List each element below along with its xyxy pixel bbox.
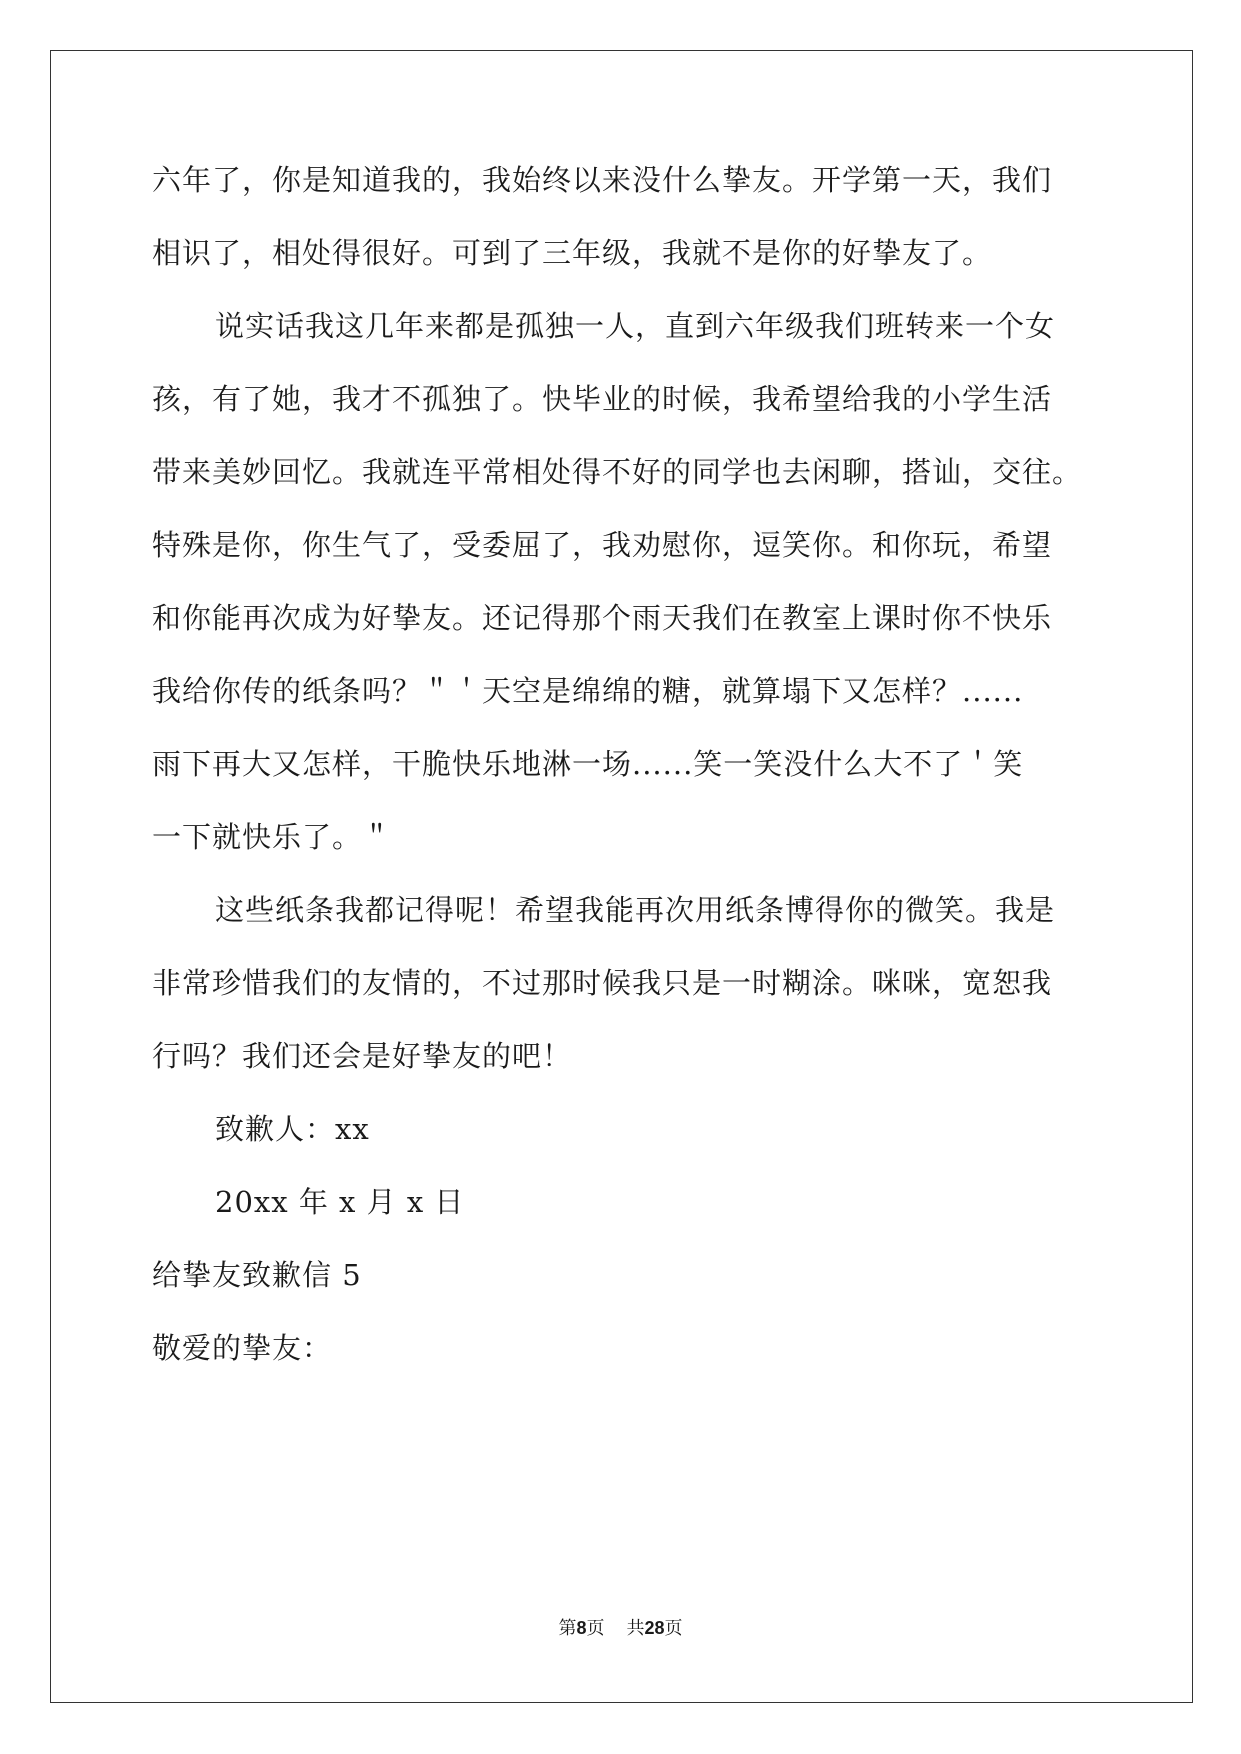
text-line-1: 六年了，你是知道我的，我始终以来没什么挚友。开学第一天，我们 (152, 163, 1053, 197)
page-border (50, 50, 1193, 1703)
signature-line: 致歉人：xx (215, 1112, 370, 1146)
text-line-9: 雨下再大又怎样，干脆快乐地淋一场......笑一笑没什么大不了＇笑 (152, 747, 1024, 781)
page-footer (0, 1614, 1241, 1640)
total-prefix: 共 (626, 1618, 645, 1639)
text-line-4: 孩，有了她，我才不孤独了。快毕业的时候，我希望给我的小学生活 (152, 382, 1053, 416)
page-total-number: 28 (644, 1618, 665, 1638)
text-line-6: 特殊是你，你生气了，受委屈了，我劝慰你，逗笑你。和你玩，希望 (152, 528, 1053, 562)
section-title: 给挚友致歉信 5 (152, 1258, 362, 1292)
total-suffix: 页 (664, 1618, 683, 1639)
text-line-13: 行吗？我们还会是好挚友的吧！ (152, 1039, 573, 1073)
text-line-8: 我给你传的纸条吗？＂＇天空是绵绵的糖，就算塌下又怎样？...... (152, 674, 1024, 708)
text-line-12: 非常珍惜我们的友情的，不过那时候我只是一时糊涂。咪咪，宽恕我 (152, 966, 1053, 1000)
text-line-10: 一下就快乐了。＂ (152, 820, 393, 854)
page-current-number: 8 (576, 1618, 587, 1638)
paragraph-2-line-1: 说实话我这几年来都是孤独一人，直到六年级我们班转来一个女 (215, 309, 1056, 343)
page-prefix: 第 (558, 1618, 577, 1639)
text-line-7: 和你能再次成为好挚友。还记得那个雨天我们在教室上课时你不快乐 (152, 601, 1053, 635)
text-line-2: 相识了，相处得很好。可到了三年级，我就不是你的好挚友了。 (152, 236, 993, 270)
paragraph-3-line-1: 这些纸条我都记得呢！希望我能再次用纸条博得你的微笑。我是 (215, 893, 1056, 927)
page-suffix: 页 (586, 1618, 605, 1639)
salutation-line: 敬爱的挚友： (152, 1331, 333, 1365)
date-line: 20xx 年 x 月 x 日 (215, 1185, 465, 1219)
text-line-5: 带来美妙回忆。我就连平常相处得不好的同学也去闲聊，搭讪，交往。 (152, 455, 1083, 489)
